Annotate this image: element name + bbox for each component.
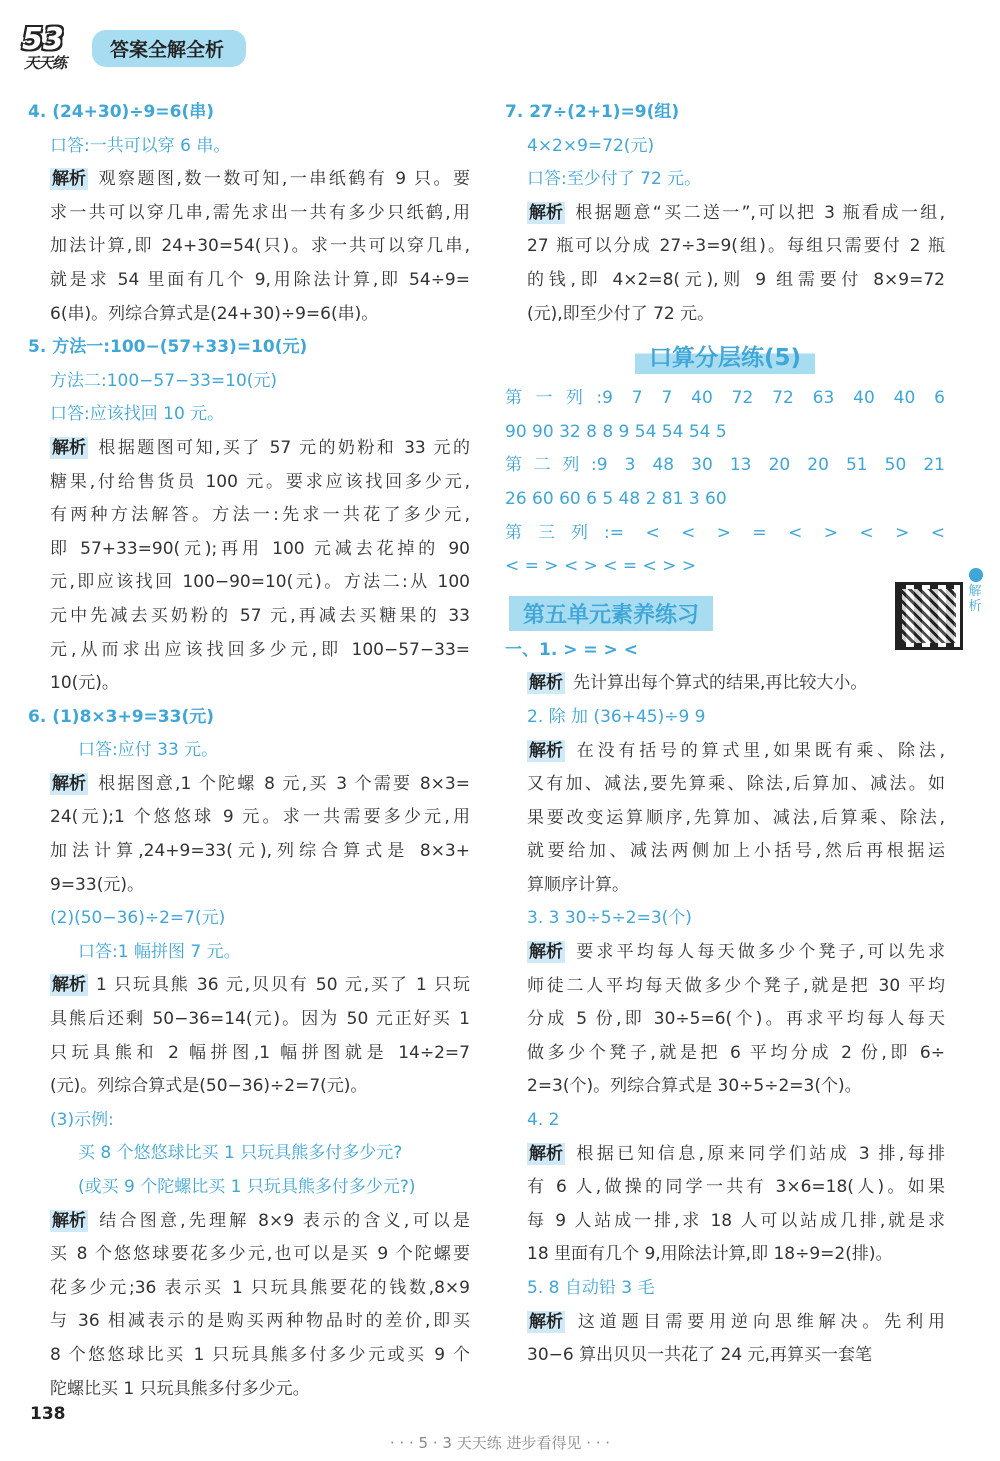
unit-five-answers (505, 634, 945, 1373)
qr-label: 解析 (968, 583, 982, 614)
line-text: 9=33(元)。 (50, 874, 144, 895)
header-title: 答案全解全析 (92, 30, 246, 67)
line-text: 只玩具熊和 2 幅拼图,1 幅拼图就是 14÷2=7 (50, 1042, 470, 1063)
line-text: 口答:1 幅拼图 7 元。 (78, 941, 241, 962)
line-text: 先计算出每个算式的结果,再比较大小。 (573, 673, 868, 694)
text-line (28, 1205, 470, 1239)
line-text: 6(串)。列综合算式是(24+30)÷9=6(串)。 (50, 303, 379, 324)
analysis-tag: 解析 (529, 1143, 563, 1164)
line-text: 根据已知信息,原来同学们站成 3 排,每排 (573, 1143, 945, 1164)
line-text: 8 个悠悠球比买 1 只玩具熊多付多少元或买 9 个 (50, 1344, 470, 1365)
text-line (28, 734, 470, 768)
text-line (28, 432, 470, 466)
line-text: 元,即应该找回 100−90=10(元)。方法二:从 100 (50, 572, 470, 593)
line-text: 元中先减去买奶粉的 57 元,再减去买糖果的 33 (50, 605, 470, 626)
line-text: 算顺序计算。 (527, 874, 629, 895)
analysis-tag: 解析 (52, 437, 86, 458)
oral-calc-title: 口算分层练(5) (505, 337, 945, 374)
text-line (505, 197, 945, 231)
text-line (28, 1070, 470, 1104)
question-7-block (505, 96, 945, 331)
text-line (28, 533, 470, 567)
text-line (28, 96, 470, 130)
oral-calc-answers (505, 382, 945, 584)
line-text: 4×2×9=72(元) (527, 135, 655, 156)
text-line (505, 1339, 945, 1373)
text-line (28, 466, 470, 500)
line-text: 的钱,即 4×2=8(元),则 9 组需要付 8×9=72 (527, 269, 945, 290)
text-line (28, 365, 470, 399)
line-text: (元),即至少付了 72 元。 (527, 303, 715, 324)
line-text: 与 36 相减表示的是购买两种物品时的差价,即买 (50, 1311, 470, 1332)
line-text: 方法二:100−57−33=10(元) (50, 370, 278, 391)
text-line (505, 1306, 945, 1340)
text-line (28, 398, 470, 432)
text-line (28, 1137, 470, 1171)
analysis-tag: 解析 (52, 773, 86, 794)
logo-subtext: 天天练 (24, 54, 67, 72)
text-line (505, 230, 945, 264)
line-text: 观察题图,数一数可知,一串纸鹤有 9 只。要 (96, 169, 470, 190)
text-line (505, 130, 945, 164)
text-line (505, 1070, 945, 1104)
line-text: 买 8 个悠悠球要花多少元,也可以是买 9 个陀螺要 (50, 1244, 470, 1265)
line-text: 果要改变运算顺序,先算加、减法,后算乘、除法, (527, 807, 945, 828)
line-text: 第三列:= < < > = < > < > < (505, 522, 945, 543)
line-text: 花多少元;36 表示买 1 只玩具熊要花的钱数,8×9 (50, 1277, 470, 1298)
line-text: 27 瓶可以分成 27÷3=9(组)。每组只需要付 2 瓶 (527, 236, 945, 257)
line-text: 口答:应该找回 10 元。 (50, 404, 225, 425)
line-text: 3. 3 30÷5÷2=3(个) (527, 908, 692, 929)
line-text: 24(元);1 个悠悠球 9 元。求一共需要多少元,用 (50, 807, 470, 828)
line-text: 10(元)。 (50, 673, 119, 694)
text-line (28, 1037, 470, 1071)
line-text: 每 9 人站成一排,求 18 人可以站成几排,就是求 (527, 1210, 945, 1231)
text-line (505, 1003, 945, 1037)
line-text: 师徒二人平均每天做多少个凳子,就是把 30 平均 (527, 975, 945, 996)
line-text: 第一列:9 7 7 40 72 72 63 40 40 6 (505, 388, 945, 409)
text-line (505, 768, 945, 802)
text-line (505, 96, 945, 130)
line-text: 根据题图可知,买了 57 元的奶粉和 33 元的 (96, 437, 470, 458)
text-line (28, 1104, 470, 1138)
text-line (28, 936, 470, 970)
text-line (505, 550, 945, 584)
text-line (505, 264, 945, 298)
line-text: 7. 27÷(2+1)=9(组) (505, 102, 680, 122)
text-line (505, 1205, 945, 1239)
text-line (28, 1272, 470, 1306)
line-text: 这道题目需要用逆向思维解决。先利用 (573, 1311, 945, 1332)
text-line (28, 634, 470, 668)
text-line (28, 130, 470, 164)
text-line (505, 701, 945, 735)
line-text: 5. 方法一:100−(57+33)=10(元) (28, 337, 308, 358)
text-line (28, 197, 470, 231)
text-line (505, 802, 945, 836)
text-line (28, 1339, 470, 1373)
play-icon (969, 568, 983, 582)
unit-five-title: 第五单元素养练习 (509, 596, 713, 631)
text-line (28, 1373, 470, 1407)
right-column (505, 96, 982, 1373)
analysis-tag: 解析 (52, 975, 86, 996)
line-text: (2)(50−36)÷2=7(元) (50, 908, 226, 929)
text-line (28, 667, 470, 701)
line-text: 要求平均每人每天做多少个凳子,可以先求 (573, 942, 945, 963)
text-line (28, 869, 470, 903)
line-text: 6. (1)8×3+9=33(元) (28, 706, 214, 727)
text-line (28, 264, 470, 298)
analysis-tag: 解析 (529, 1311, 563, 1332)
line-text: 30−6 算出贝贝一共花了 24 元,再算买一套笔 (527, 1345, 872, 1366)
line-text: (元)。列综合算式是(50−36)÷2=7(元)。 (50, 1076, 368, 1097)
text-line (28, 600, 470, 634)
text-line (505, 735, 945, 769)
line-text: 4. 2 (527, 1110, 560, 1131)
left-column (28, 96, 470, 1406)
text-line (505, 1272, 945, 1306)
text-line (505, 298, 945, 332)
line-text: 18 里面有几个 9,用除法计算,即 18÷9=2(排)。 (527, 1244, 893, 1265)
line-text: < = > < > < = < > > (505, 556, 697, 577)
text-line (28, 298, 470, 332)
page-number: 138 (30, 1404, 66, 1424)
line-text: 2. 除 加 (36+45)÷9 9 (527, 706, 706, 727)
line-text: 就要给加、减法两侧加上小括号,然后再根据运 (527, 841, 945, 862)
text-line (505, 1171, 945, 1205)
line-text: 根据题意“买二送一”,可以把 3 瓶看成一组, (573, 202, 945, 223)
line-text: 在没有括号的算式里,如果既有乘、除法, (573, 740, 945, 761)
text-line (505, 1138, 945, 1172)
text-line (28, 768, 470, 802)
unit-five-header (505, 583, 982, 634)
text-line (505, 835, 945, 869)
text-line (28, 499, 470, 533)
text-line (505, 902, 945, 936)
logo-number: 53 (22, 22, 64, 57)
text-line (28, 1171, 470, 1205)
line-text: (或买 9 个陀螺比买 1 只玩具熊多付多少元?) (78, 1177, 416, 1197)
line-text: 口答:应付 33 元。 (78, 740, 219, 761)
line-text: 2=3(个)。列综合算式是 30÷5÷2=3(个)。 (527, 1076, 862, 1097)
line-text: 有两种方法解答。方法一:先求一共花了多少元, (50, 505, 470, 526)
text-line (28, 566, 470, 600)
line-text: 求一共可以穿几串,需先求出一共有多少只纸鹤,用 (50, 202, 470, 223)
text-line (505, 449, 945, 483)
line-text: 5. 8 自动铅 3 毛 (527, 1278, 655, 1298)
text-line (505, 163, 945, 197)
line-text: 元,从而求出应该找回多少元,即 100−57−33= (50, 639, 470, 660)
text-line (505, 634, 945, 668)
line-text: 90 90 32 8 8 9 54 54 54 5 (505, 421, 727, 442)
line-text: 加法计算,即 24+30=54(只)。求一共可以穿几串, (50, 236, 470, 257)
text-line (505, 517, 945, 551)
text-line (28, 1238, 470, 1272)
text-line (28, 902, 470, 936)
text-line (28, 230, 470, 264)
analysis-tag: 解析 (529, 202, 563, 223)
line-text: 糖果,付给售货员 100 元。要求应该找回多少元, (50, 471, 470, 492)
page-header (20, 22, 246, 72)
text-line (28, 1305, 470, 1339)
text-line (28, 1003, 470, 1037)
analysis-tag: 解析 (529, 942, 563, 963)
line-text: 即 57+33=90(元);再用 100 元减去花掉的 90 (50, 538, 470, 559)
line-text: 又有加、减法,要先算乘、除法,后算加、减法。如 (527, 774, 945, 795)
text-line (28, 163, 470, 197)
line-text: (3)示例: (50, 1109, 114, 1130)
line-text: 陀螺比买 1 只玩具熊多付多少元。 (50, 1378, 310, 1399)
line-text: 具熊后还剩 50−36=14(元)。因为 50 元正好买 1 (50, 1009, 470, 1030)
text-line (505, 936, 945, 970)
line-text: 做多少个凳子,就是把 6 平均分成 2 份,即 6÷ (527, 1042, 945, 1063)
line-text: 26 60 60 6 5 48 2 81 3 60 (505, 488, 727, 509)
text-line (28, 969, 470, 1003)
line-text: 4. (24+30)÷9=6(串) (28, 102, 214, 122)
text-line (505, 970, 945, 1004)
text-line (28, 331, 470, 365)
text-line (28, 835, 470, 869)
qr-code-icon[interactable] (895, 582, 963, 650)
text-line (505, 1037, 945, 1071)
line-text: 根据图意,1 个陀螺 8 元,买 3 个需要 8×3= (96, 773, 470, 794)
line-text: 结合图意,先理解 8×9 表示的含义,可以是 (96, 1210, 470, 1231)
text-line (505, 869, 945, 903)
text-line (505, 483, 945, 517)
analysis-tag: 解析 (529, 673, 563, 694)
line-text: 一、1. > = > < (505, 639, 638, 660)
line-text: 第二列:9 3 48 30 13 20 20 51 50 21 (505, 455, 945, 476)
text-line (505, 1104, 945, 1138)
line-text: 加法计算,24+9=33(元),列综合算式是 8×3+ (50, 841, 470, 862)
line-text: 买 8 个悠悠球比买 1 只玩具熊多付多少元? (78, 1143, 403, 1164)
text-line (28, 801, 470, 835)
analysis-tag: 解析 (52, 169, 86, 190)
line-text: 分成 5 份,即 30÷5=6(个)。再求平均每人每天 (527, 1009, 945, 1030)
line-text: 1 只玩具熊 36 元,贝贝有 50 元,买了 1 只玩 (96, 975, 470, 996)
brand-logo (20, 22, 88, 72)
line-text: 就是求 54 里面有几个 9,用除法计算,即 54÷9= (50, 269, 470, 290)
line-text: 有 6 人,做操的同学一共有 3×6=18(人)。如果 (527, 1177, 945, 1198)
text-line (28, 701, 470, 735)
page-footer: · · · 5 · 3 天天练 进步看得见 · · · (389, 1434, 611, 1452)
analysis-tag: 解析 (52, 1210, 86, 1231)
line-text: 口答:至少付了 72 元。 (527, 169, 702, 190)
text-line (505, 667, 945, 701)
text-line (505, 1238, 945, 1272)
text-line (505, 416, 945, 450)
line-text: 口答:一共可以穿 6 串。 (50, 135, 231, 156)
text-line (505, 382, 945, 416)
analysis-tag: 解析 (529, 740, 563, 761)
